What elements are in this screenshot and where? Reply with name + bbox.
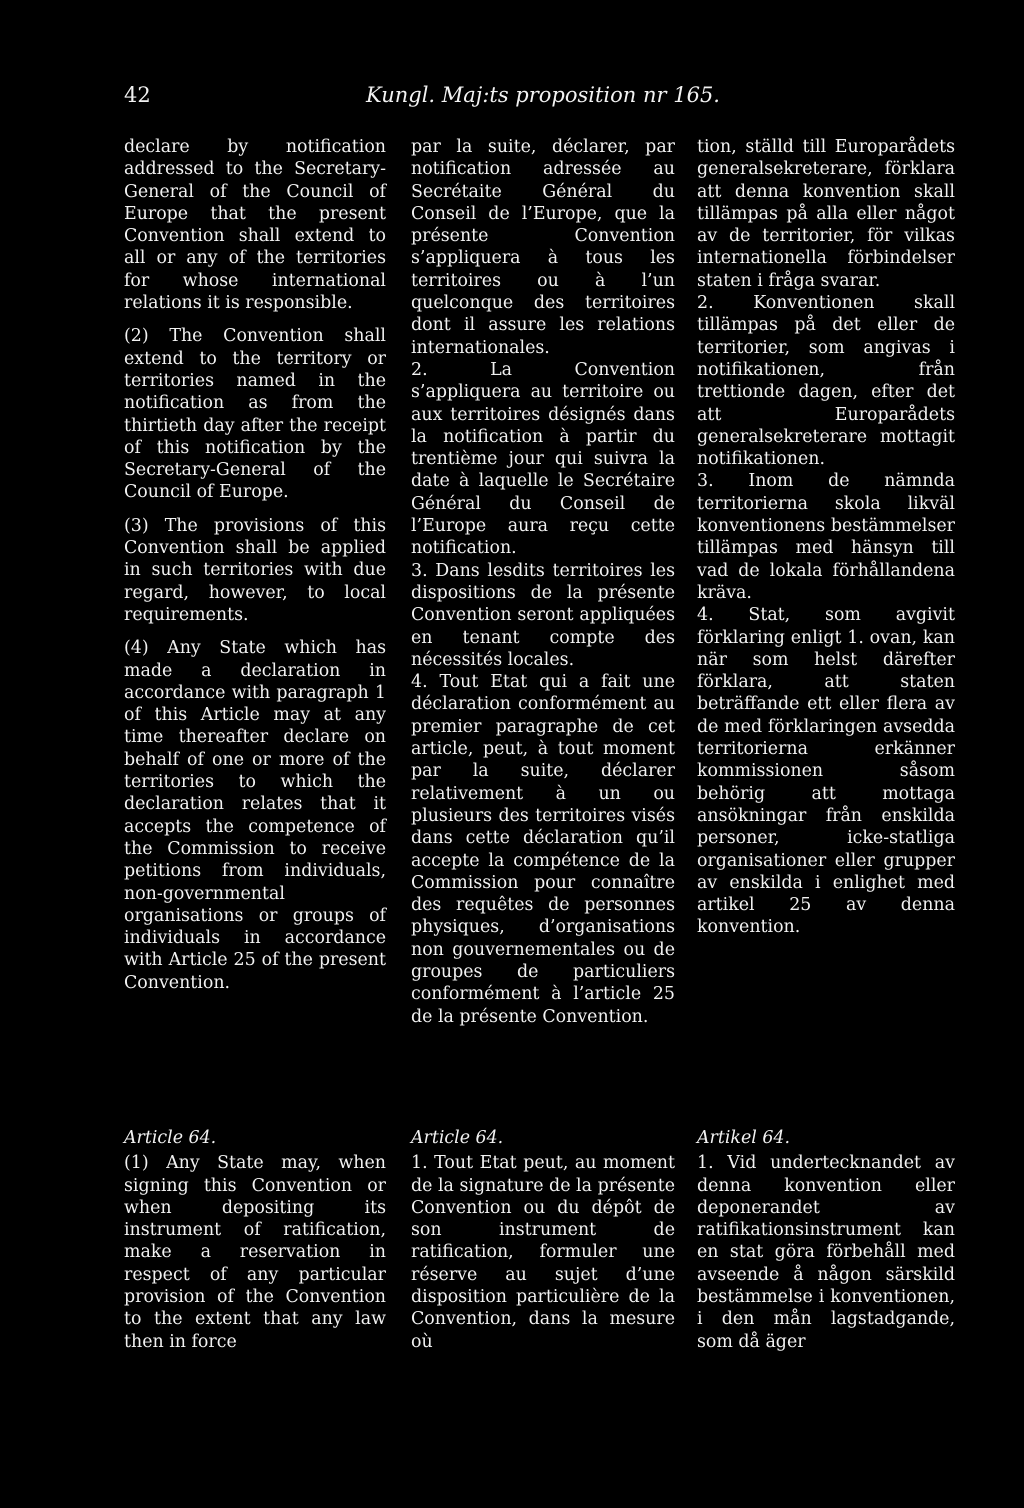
english-paragraph-2: (2) The Convention shall extend to the territory or territories named in the notification as from the thirtieth day after the receipt of this notification by the Secretary-General of the Council of Europe. [124,326,386,503]
english-paragraph-1: declare by notification addressed to the Secretary-General of the Council of Europe that the present Convention shall extend to all or any of the territories for whose international relations it is responsible. [124,137,386,314]
french-paragraph-4: 4. Tout Etat qui a fait une déclaration conformément au premier paragraphe de cet article, peut, à tout moment par la suite, déclarer relativement à un ou plusieurs des territoires visés dans cette déclaration qu’il accepte la compétence de la Commission pour connaître des requêtes de personnes physiques, d’organisations non gouvernementales ou de groupes de particuliers conformément à l’article 25 de la présente Convention. [411,672,675,1027]
swedish-article-64 [697,1127,955,1353]
english-paragraph-3: (3) The provisions of this Convention shall be applied in such territories with due regard, however, to local requirements. [124,515,386,625]
swedish-article-heading: Artikel 64. [697,1128,790,1148]
swedish-article-text: 1. Vid undertecknandet av denna konvention eller deponerandet av ratifikationsinstrument kan en stat göra förbehåll med avseende å någon särskild bestämmelse i konventionen, i den mån lagstadgande, som då äger [697,1153,955,1352]
english-article-heading: Article 64. [124,1128,217,1148]
page-number: 42 [124,83,151,107]
swedish-paragraph-1: tion, ställd till Europarådets generalsekreterare, förklara att denna konvention skall tillämpas på alla eller något av de territorier, för vilkas internationella förbindelser staten i fråga svarar. [697,137,955,291]
english-paragraph-4: (4) Any State which has made a declaration in accordance with paragraph 1 of this Article may at any time thereafter declare on behalf of one or more of the territories to which the declaration relates that it accepts the competence of the Commission to receive petitions from individuals, non-governmental organisations or groups of individuals in accordance with Article 25 of the present Convention. [124,638,386,993]
english-article-text: (1) Any State may, when signing this Convention or when depositing its instrument of ratification, make a reservation in respect of any particular provision of the Convention to the extent that any law then in force [124,1153,386,1352]
swedish-paragraph-4: 4. Stat, som avgivit förklaring enligt 1. ovan, kan när som helst därefter förklara, att staten beträffande ett eller flera av de med förklaringen avsedda territorierna erkänner kommissionen såsom behörig att mottaga ansökningar från enskilda personer, icke-statliga organisationer eller grupper av enskilda i enlighet med artikel 25 av denna konvention. [697,605,955,938]
swedish-paragraph-2: 2. Konventionen skall tillämpas på det eller de territorier, som angivas i notifikationen, från trettionde dagen, efter det att Europarådets generalsekreterare mottagit notifikationen. [697,293,955,470]
page-header [124,80,724,110]
french-article-64 [411,1127,675,1353]
french-paragraph-3: 3. Dans lesdits territoires les dispositions de la présente Convention seront appliquées en tenant compte des nécessités locales. [411,560,675,670]
french-article-heading: Article 64. [411,1128,504,1148]
english-article-64 [124,1127,386,1353]
english-column [124,136,386,994]
swedish-paragraph-3: 3. Inom de nämnda territorierna skola likväl konventionens bestämmelser tillämpas med hänsyn till vad de lokala förhållandena kräva. [697,471,955,603]
french-paragraph-2: 2. La Convention s’appliquera au territoire ou aux territoires désignés dans la notification à partir du trentième jour qui suivra la date à laquelle le Secrétaire Général du Conseil de l’Europe aura reçu cette notification. [411,359,675,559]
running-title: Kungl. Maj:ts proposition nr 165. [366,83,720,107]
swedish-column [697,136,955,939]
french-column [411,136,675,1028]
french-paragraph-1: par la suite, déclarer, par notification adressée au Secrétaite Général du Conseil de l’Europe, que la présente Convention s’appliquera à tous les territoires ou à l’un quelconque des territoires dont il assure les relations internationales. [411,137,675,358]
french-article-text: 1. Tout Etat peut, au moment de la signature de la présente Convention ou du dépôt de son instrument de ratification, formuler une réserve au sujet d’une disposition particulière de la Convention, dans la mesure où [411,1153,675,1352]
